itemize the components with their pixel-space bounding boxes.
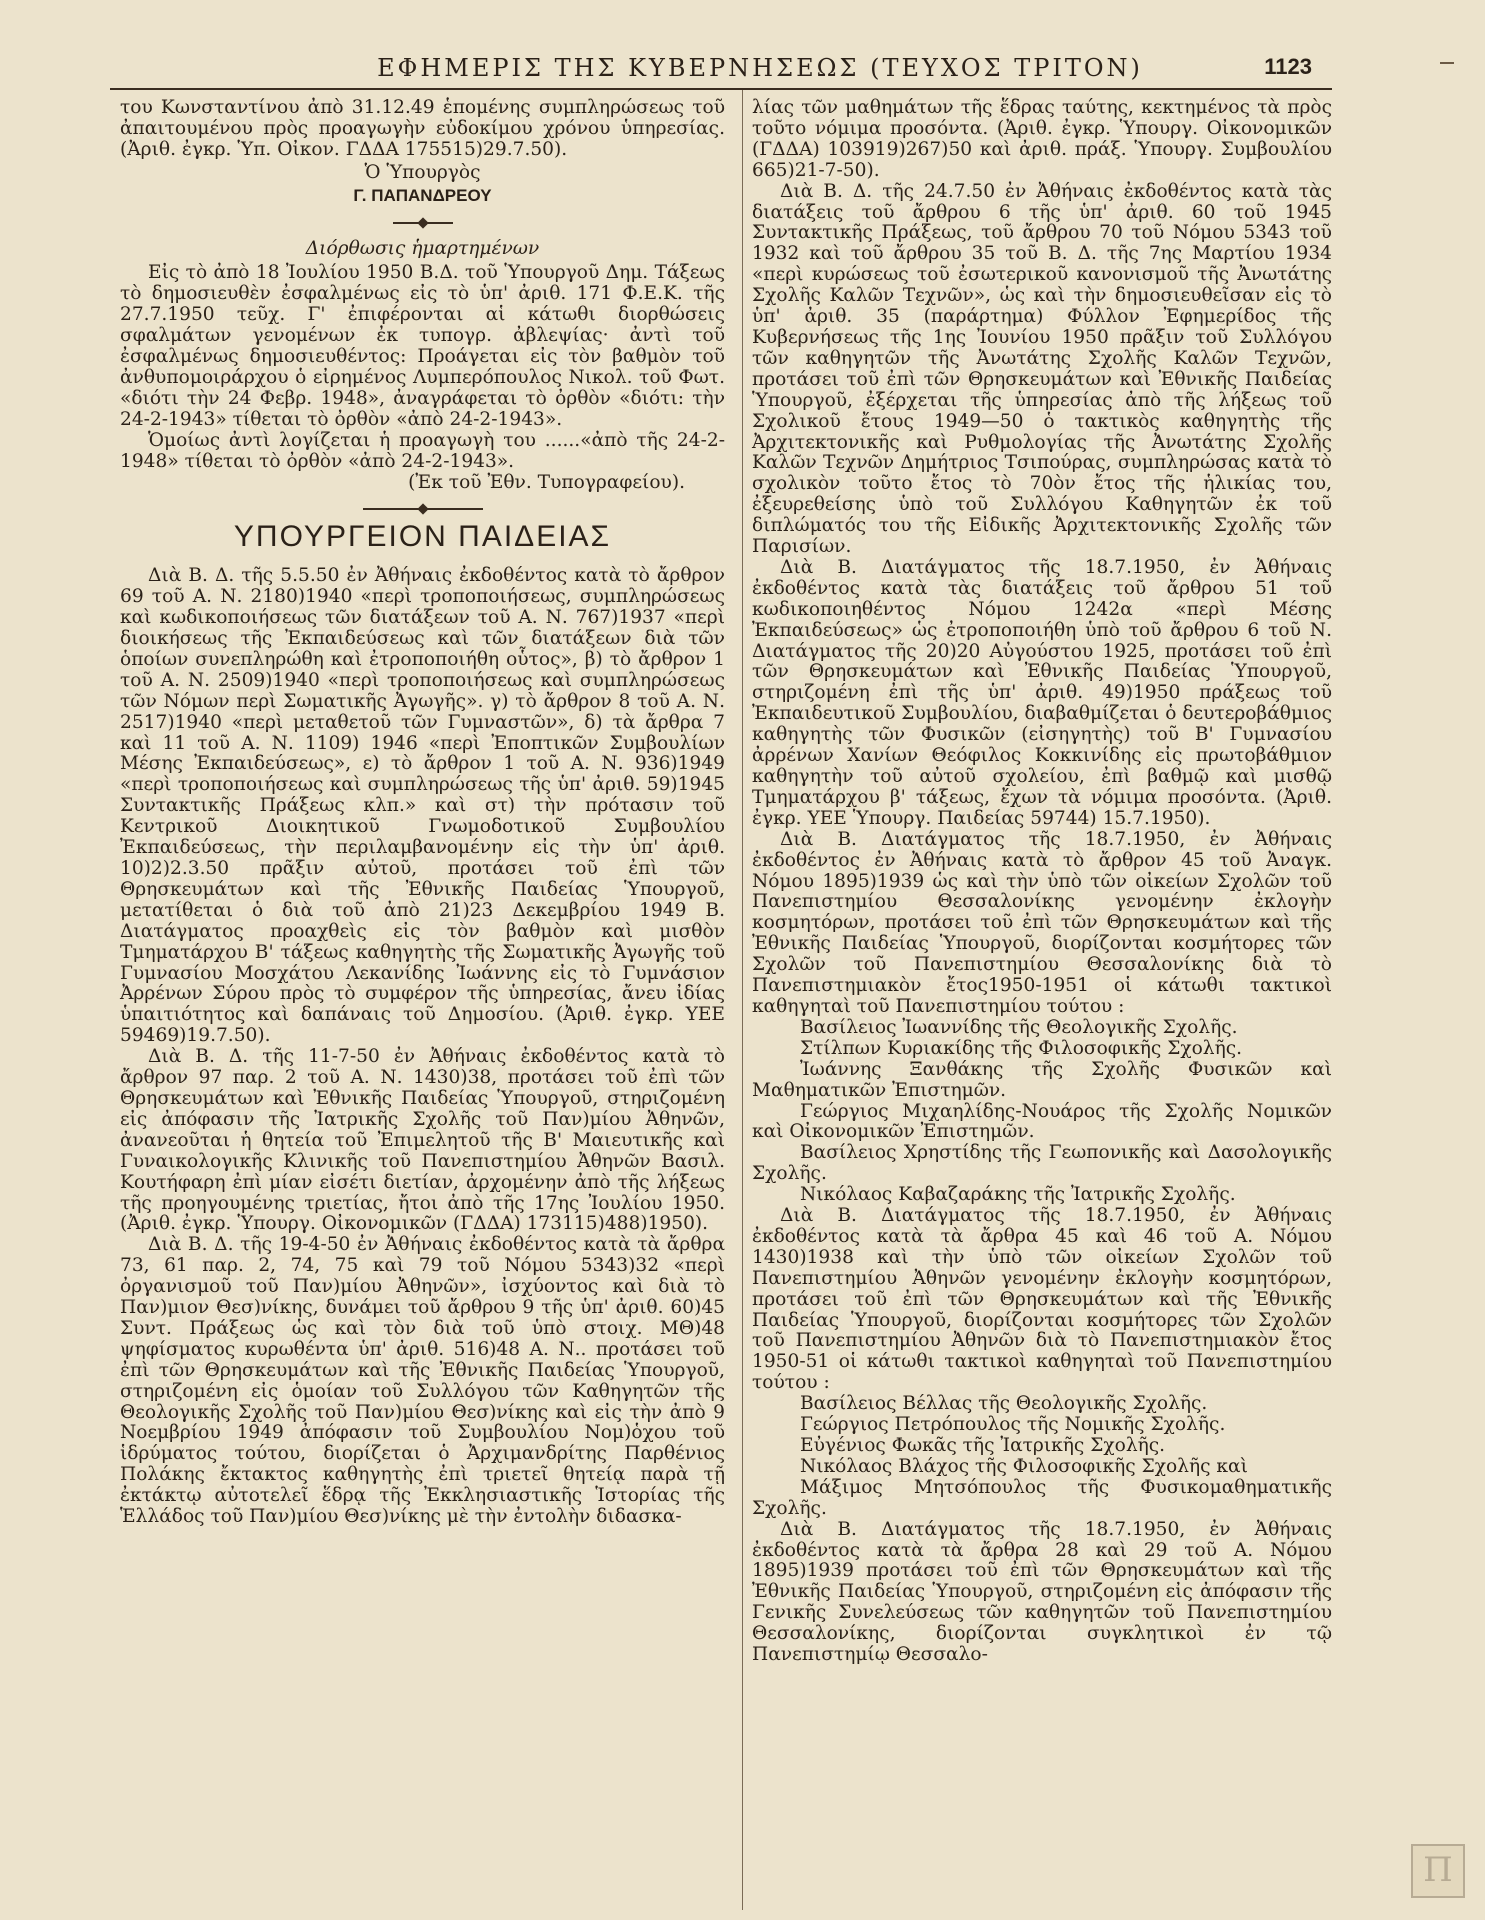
decree-paragraph: Διὰ Β. Διατάγματος τῆς 18.7.1950, ἐν Ἀθήναις ἐκδοθέντος κατὰ τὰ ἄρθρα 28 καὶ 29 τοῦ Α. Νόμου 1895)1939 προτάσει τοῦ ἐπὶ τῶν Θρησκευμάτων καὶ τῆς Ἐθνικῆς Παιδείας Ὑπουργοῦ, στηριζομένη εἰς ἀπόφασιν τῆς Γενικῆς Συνελεύσεως τῶν καθηγητῶν τοῦ Πανεπιστημίου Θεσσαλονίκης, διορίζονται συγκλητικοὶ ἐν τῷ Πανεπιστημίῳ Θεσσαλο-: [752, 1518, 1332, 1666]
page-header: [110, 48, 1332, 90]
continuation-text: του Κωνσταντίνου ἀπὸ 31.12.49 ἑπομένης συμπληρώσεως τοῦ ἀπαιτουμένου πρὸς προαγωγὴν εὐδοκίμου χρόνου ὑπηρεσίας. (Ἀριθ. ἐγκρ. Ὑπ. Οἰκον. ΓΔΔΑ 175515)29.7.50).: [120, 97, 725, 160]
decree-paragraph: Διὰ Β. Δ. τῆς 19-4-50 ἐν Ἀθήναις ἐκδοθέντος κατὰ τὰ ἄρθρα 73, 61 παρ. 2, 74, 75 καὶ 79 τοῦ Νόμου 5343)32 «περὶ ὀργανισμοῦ τοῦ Παν)μίου Ἀθηνῶν», ἰσχύοντος καὶ διὰ τὸ Παν)μιον Θεσ)νίκης, δυνάμει τοῦ ἄρθρου 9 τῆς ὑπ' ἀριθ. 60)45 Συντ. Πράξεως ὡς καὶ τὸν διὰ τοῦ ὑπὸ στοιχ. ΜΘ)48 ψηφίσματος κυρωθέντα ὑπ' ἀριθ. 516)48 Α. Ν.. προτάσει τοῦ ἐπὶ τῶν Θρησκευμάτων καὶ τῆς Ἐθνικῆς Παιδείας Ὑπουργοῦ, στηριζομένη εἰς ὁμοίαν τοῦ Συλλόγου τῶν Καθηγητῶν τῆς Θεολογικῆς Σχολῆς τοῦ Παν)μίου Θεσ)νίκης καὶ εἰς τὴν ἀπὸ 9 Νοεμβρίου 1949 ἀπόφασιν τοῦ Συμβουλίου Νομ)ὁχου τοῦ ἱδρύματος τούτου, διορίζεται ὁ Ἀρχιμανδρίτης Παρθένιος Πολάκης ἔκτακτος καθηγητὴς ἐπὶ τριετεῖ θητείᾳ παρὰ τῇ ἐκτάκτῳ αὐτοτελεῖ ἕδρᾳ τῆς Ἐκκλησιαστικῆς Ἱστορίας τῆς Ἑλλάδος τοῦ Παν)μίου Θεσ)νίκης μὲ τὴν ἐντολὴν διδασκα-: [120, 1234, 725, 1528]
separator-ornament: [363, 505, 483, 513]
dean-entry: Ἰωάννης Ξανθάκης τῆς Σχολῆς Φυσικῶν καὶ Μαθηματικῶν Ἐπιστημῶν.: [752, 1058, 1332, 1101]
margin-mark: [1440, 62, 1454, 64]
decree-paragraph: Διὰ Β. Δ. τῆς 24.7.50 ἐν Ἀθήναις ἐκδοθέντος κατὰ τὰς διατάξεις τοῦ ἄρθρου 6 τῆς ὑπ' ἀριθ. 60 τοῦ 1945 Συντακτικῆς Πράξεως, τοῦ ἄρθρου 70 τοῦ Νόμου 5343 τοῦ 1932 καὶ τοῦ ἄρθρου 35 τοῦ Β. Δ. τῆς 7ης Μαρτίου 1934 «περὶ κυρώσεως τοῦ ἐσωτερικοῦ κανονισμοῦ τῆς Ἀνωτάτης Σχολῆς Καλῶν Τεχνῶν», ὡς καὶ τὴν δημοσιευθεῖσαν εἰς τὸ ὑπ' ἀριθ. 35 (παράρτημα) Φύλλον Ἐφημερίδος τῆς Κυβερνήσεως τῆς 1ης Ἰουνίου 1950 πρᾶξιν τοῦ Συλλόγου τῶν καθηγητῶν τῆς Ἀνωτάτης Σχολῆς Καλῶν Τεχνῶν, προτάσει τοῦ ἐπὶ τῶν Θρησκευμάτων καὶ Ἐθνικῆς Παιδείας Ὑπουργοῦ, ἐξέρχεται τῆς ὑπηρεσίας ἀπὸ τῆς λήξεως τοῦ Σχολικοῦ ἔτους 1949—50 ὁ τακτικὸς καθηγητὴς τῆς Ἀρχιτεκτονικῆς καὶ Ρυθμολογίας τῆς Ἀνωτάτης Σχολῆς Καλῶν Τεχνῶν Δημήτριος Τσιπούρας, συμπληρώσας κατὰ τὸ σχολικὸν τοῦτο ἔτος τὸ 70ὸν ἔτος τῆς ἡλικίας του, ἐξευρεθείσης ὑπὸ τοῦ Συλλόγου Καθηγητῶν ἐκ τοῦ διπλώματός του τῆς Εἰδικῆς Ἀρχιτεκτονικῆς Σχολῆς τῶν Παρισίων.: [752, 180, 1332, 558]
signature-role: Ὁ Ὑπουργὸς: [364, 161, 481, 183]
page-number: 1123: [1264, 54, 1312, 79]
dean-entry: Βασίλειος Χρηστίδης τῆς Γεωπονικῆς καὶ Δασολογικῆς Σχολῆς.: [752, 1142, 1332, 1185]
corrections-title: Διόρθωσις ἡμαρτημένων: [305, 237, 540, 259]
right-column: [752, 98, 1332, 1666]
dean-entry: Βασίλειος Ἰωαννίδης τῆς Θεολογικῆς Σχολῆς.: [800, 1016, 1238, 1038]
dean-entry: Βασίλειος Βέλλας τῆς Θεολογικῆς Σχολῆς.: [800, 1393, 1208, 1415]
dean-entry: Γεώργιος Πετρόπουλος τῆς Νομικῆς Σχολῆς.: [800, 1414, 1226, 1436]
decree-paragraph: Διὰ Β. Διατάγματος τῆς 18.7.1950, ἐν Ἀθήναις ἐκδοθέντος κατὰ τὰ ἄρθρα 45 καὶ 46 τοῦ Α. Νόμου 1430)1938 καὶ τὴν ὑπὸ τῶν οἰκείων Σχολῶν τοῦ Πανεπιστημίου Ἀθηνῶν γενομένην ἐκλογὴν κοσμητόρων, προτάσει τοῦ ἐπὶ τῶν Θρησκευμάτων καὶ τῆς Ἐθνικῆς Παιδείας Ὑπουργοῦ, διορίζονται κοσμήτορες τῶν Σχολῶν τοῦ Πανεπιστημίου Ἀθηνῶν διὰ τὸ Πανεπιστημιακὸν ἔτος 1950-51 οἱ κάτωθι τακτικοὶ καθηγηταὶ τοῦ Πανεπιστημίου τούτου :: [752, 1205, 1332, 1394]
dean-entry: Νικόλαος Καβαζαράκης τῆς Ἰατρικῆς Σχολῆς.: [800, 1184, 1236, 1206]
left-column: [120, 98, 725, 1528]
dean-entry: Στίλπων Κυριακίδης τῆς Φιλοσοφικῆς Σχολῆς.: [800, 1037, 1243, 1059]
signature-name: Γ. ΠΑΠΑΝΔΡΕΟΥ: [353, 185, 492, 205]
dean-entry: Μάξιμος Μητσόπουλος τῆς Φυσικομαθηματικῆς Σχολῆς.: [752, 1476, 1332, 1519]
decree-paragraph: Διὰ Β. Δ. τῆς 11-7-50 ἐν Ἀθήναις ἐκδοθέντος κατὰ τὸ ἄρθρον 97 παρ. 2 τοῦ Α. Ν. 1430)38, προτάσει τοῦ ἐπὶ τῶν Θρησκευμάτων καὶ Ἐθνικῆς Παιδείας Ὑπουργοῦ, στηριζομένη εἰς ἀπόφασιν τῆς Ἰατρικῆς Σχολῆς τοῦ Παν)μίου Ἀθηνῶν, ἀνανεοῦται ἡ θητεία τοῦ Ἐπιμελητοῦ τῆς Β' Μαιευτικῆς καὶ Γυναικολογικῆς Κλινικῆς τοῦ Πανεπιστημίου Ἀθηνῶν Βασιλ. Κουτήφαρη ἐπὶ μίαν εἰσέτι διετίαν, ἀρχομένην ἀπὸ τῆς λήξεως τῆς προηγουμένης τριετίας, ἤτοι ἀπὸ τῆς 17ης Ἰουλίου 1950. (Ἀριθ. ἐγκρ. Ὑπουργ. Οἰκονομικῶν (ΓΔΔΑ) 173115)488)1950).: [120, 1046, 725, 1235]
separator-ornament: [393, 219, 453, 227]
dean-entry: Νικόλαος Βλάχος τῆς Φιλοσοφικῆς Σχολῆς καὶ: [800, 1455, 1248, 1477]
decree-paragraph: Διὰ Β. Διατάγματος τῆς 18.7.1950, ἐν Ἀθήναις ἐκδοθέντος ἐν Ἀθήναις κατὰ τὸ ἄρθρον 45 τοῦ Ἀναγκ. Νόμου 1895)1939 ὡς καὶ τὴν ὑπὸ τῶν οἰκείων Σχολῶν τοῦ Πανεπιστημίου Θεσσαλονίκης γενομένην ἐκλογὴν κοσμητόρων, προτάσει τοῦ ἐπὶ τῶν Θρησκευμάτων καὶ τῆς Ἐθνικῆς Παιδείας Ὑπουργοῦ, διορίζονται κοσμήτορες τῶν Σχολῶν τοῦ Πανεπιστημίου Θεσσαλονίκης διὰ τὸ Πανεπιστημιακὸν ἔτος1950-1951 οἱ κάτωθι τακτικοὶ καθηγηταὶ τοῦ Πανεπιστημίου τούτου :: [752, 828, 1332, 1017]
column-divider: [742, 90, 743, 1910]
gazette-title: ΕΦΗΜΕΡΙΣ ΤΗΣ ΚΥΒΕΡΝΗΣΕΩΣ (ΤΕΥΧΟΣ ΤΡΙΤΟΝ): [377, 54, 1143, 82]
corrections-paragraph: Ὁμοίως ἀντὶ λογίζεται ἡ προαγωγὴ του ......«ἀπὸ τῆς 24-2-1948» τίθεται τὸ ὀρθὸν «ἀπὸ 24-2-1943».: [120, 429, 725, 472]
corrections-paragraph: Εἰς τὸ ἀπὸ 18 Ἰουλίου 1950 Β.Δ. τοῦ Ὑπουργοῦ Δημ. Τάξεως τὸ δημοσιευθὲν ἐσφαλμένως εἰς τὸ ὑπ' ἀριθ. 171 Φ.Ε.Κ. τῆς 27.7.1950 τεῦχ. Γ' ἐπιφέρονται αἱ κάτωθι διορθώσεις σφαλμάτων γενομένων ἐκ τυπογρ. ἀβλεψίας· ἀντὶ τοῦ ἐσφαλμένως δημοσιευθέντος: Προάγεται εἰς τὸν βαθμὸν τοῦ ἀνθυπομοιράρχου ὁ εἰρημένος Λυμπερόπουλος Νικολ. τοῦ Φωτ. «διότι τὴν 24 Φεβρ. 1948», ἀναγράφεται τὸ ὀρθὸν «διότι: τὴν 24-2-1943» τίθεται τὸ ὀρθὸν «ἀπὸ 24-2-1943».: [120, 262, 725, 430]
corrections-source: (Ἐκ τοῦ Ἐθν. Τυπογραφείου).: [408, 471, 685, 493]
dean-entry: Εὐγένιος Φωκᾶς τῆς Ἰατρικῆς Σχολῆς.: [800, 1435, 1166, 1456]
decree-paragraph: Διὰ Β. Διατάγματος τῆς 18.7.1950, ἐν Ἀθήναις ἐκδοθέντος κατὰ τὰς διατάξεις τοῦ ἄρθρου 51 τοῦ κωδικοποιηθέντος Νόμου 1242α «περὶ Μέσης Ἐκπαιδεύσεως» ὡς ἐτροποποιήθη ὑπὸ τοῦ ἄρθρου 6 τοῦ Ν. Διατάγματος τῆς 20)20 Αὐγούστου 1925, προτάσει τοῦ ἐπὶ τῶν Θρησκευμάτων καὶ Ἐθνικῆς Παιδείας Ὑπουργοῦ, στηριζομένη ἐπὶ τῆς ὑπ' ἀριθ. 49)1950 πράξεως τοῦ Ἐκπαιδευτικοῦ Συμβουλίου, διαβαθμίζεται ὁ δευτεροβάθμιος καθηγητὴς τῶν Φυσικῶν (εἰσηγητὴς) τοῦ Β' Γυμνασίου ἀρρένων Χανίων Θεόφιλος Κοκκινίδης εἰς πρωτοβάθμιον καθηγητὴν τοῦ αὐτοῦ σχολείου, ἐπὶ βαθμῷ καὶ μισθῷ Τμηματάρχου β' τάξεως, ἔχων τὰ νόμιμα προσόντα. (Ἀριθ. ἐγκρ. ΥΕΕ Ὑπουργ. Παιδείας 59744) 15.7.1950).: [752, 556, 1332, 829]
decree-paragraph: Διὰ Β. Δ. τῆς 5.5.50 ἐν Ἀθήναις ἐκδοθέντος κατὰ τὸ ἄρθρον 69 τοῦ Α. Ν. 2180)1940 «περὶ τροποποιήσεως, συμπληρώσεως καὶ κωδικοποιήσεως τῶν διατάξεων τοῦ Α. Ν. 767)1937 «περὶ διοικήσεως τῆς Ἐκπαιδεύσεως καὶ τῶν διατάξεων διὰ τῶν ὁποίων συνεπληρώθη καὶ ἐτροποποιήθη οὗτος», β) τὸ ἄρθρον 1 τοῦ Α. Ν. 2509)1940 «περὶ τροποποιήσεως καὶ συμπληρώσεως τῶν Νόμων περὶ Σωματικῆς Ἀγωγῆς». γ) τὸ ἄρθρον 8 τοῦ Α. Ν. 2517)1940 «περὶ μεταθετοῦ τῶν Γυμναστῶν», δ) τὰ ἄρθρα 7 καὶ 11 τοῦ Α. Ν. 1109) 1946 «περὶ Ἐποπτικῶν Συμβουλίων Μέσης Ἐκπαιδεύσεως», ε) τὸ ἄρθρον 1 τοῦ Α. Ν. 936)1949 «περὶ τροποποιήσεως καὶ συμπληρώσεως τῆς ὑπ' ἀριθ. 59)1945 Συντακτικῆς Πράξεως κλπ.» καὶ στ) τὴν πρότασιν τοῦ Κεντρικοῦ Διοικητικοῦ Γνωμοδοτικοῦ Συμβουλίου Ἐκπαιδεύσεως, τὴν περιλαμβανομένην εἰς τὴν ὑπ' ἀριθ. 10)2)2.3.50 πρᾶξιν αὐτοῦ, προτάσει τοῦ ἐπὶ τῶν Θρησκευμάτων καὶ τῆς Ἐθνικῆς Παιδείας Ὑπουργοῦ, μετατίθεται ὁ διὰ τοῦ ἀπὸ 21)23 Δεκεμβρίου 1949 Β. Διατάγματος προαχθεὶς εἰς τὸν βαθμὸν καὶ μισθὸν Τμηματάρχου Β' τάξεως καθηγητὴς τῆς Σωματικῆς Ἀγωγῆς τοῦ Γυμνασίου Μοσχάτου Λεκανίδης Ἰωάννης εἰς τὸ Γυμνάσιον Ἀρρένων Σύρου πρὸς τὸ συμφέρον τῆς ὑπηρεσίας, ἄνευ ἰδίας ὑπαιτιότητος καὶ δαπάναις τοῦ Δημοσίου. (Ἀριθ. ἐγκρ. ΥΕΕ 59469)19.7.50).: [120, 565, 725, 1047]
section-heading: ΥΠΟΥΡΓΕΙΟΝ ΠΑΙΔΕΙΑΣ: [233, 520, 612, 554]
library-watermark-icon: Π: [1411, 1844, 1465, 1898]
dean-entry: Γεώργιος Μιχαηλίδης-Νουάρος τῆς Σχολῆς Νομικῶν καὶ Οἰκονομικῶν Ἐπιστημῶν.: [752, 1100, 1332, 1143]
continuation-text: λίας τῶν μαθημάτων τῆς ἕδρας ταύτης, κεκτημένος τὰ πρὸς τοῦτο νόμιμα προσόντα. (Ἀριθ. ἐγκρ. Ὑπουργ. Οἰκονομικῶν (ΓΔΔΑ) 103919)267)50 καὶ ἀριθ. πράξ. Ὑπουργ. Συμβουλίου 665)21-7-50).: [752, 97, 1332, 181]
